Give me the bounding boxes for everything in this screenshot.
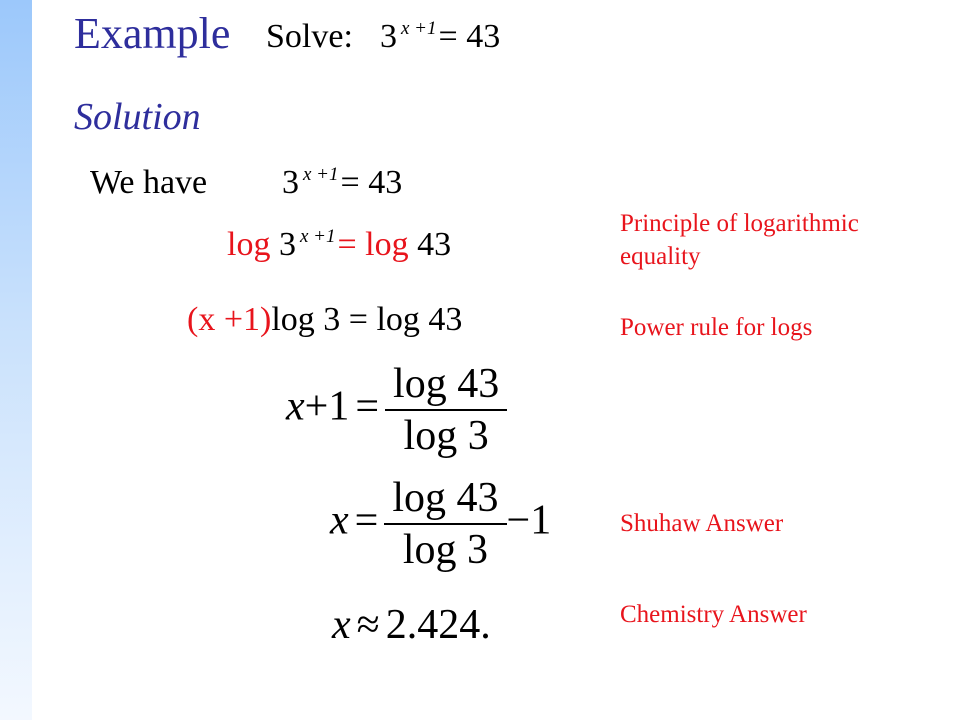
step2-equation: [227, 228, 451, 262]
step1-exponent: x +1: [303, 164, 339, 185]
eq-base: 3: [380, 18, 397, 55]
note-chemistry-answer: Chemistry Answer: [620, 601, 807, 628]
step1-equation: [282, 166, 402, 200]
step2-log-left: log: [227, 226, 271, 263]
step6-approx: ≈: [356, 602, 380, 648]
note-power-rule: Power rule for logs: [620, 314, 813, 341]
step5-tail: −1: [506, 497, 552, 544]
note-shuhaw-answer: Shuhaw Answer: [620, 510, 784, 537]
problem-equation: [380, 20, 500, 54]
note-principle: Principle of logarithmic equality: [620, 210, 859, 270]
step4-equals: =: [355, 383, 380, 430]
step4-equation: [286, 362, 507, 458]
we-have-label: We have: [90, 164, 208, 201]
step6-value: 2.424.: [385, 602, 491, 648]
step6-var: x: [332, 602, 351, 648]
eq-rhs: = 43: [438, 18, 501, 55]
solution-heading: Solution: [74, 96, 201, 138]
step1-base: 3: [282, 164, 299, 201]
step5-var: x: [330, 497, 349, 544]
step5-numerator: log 43: [384, 476, 506, 525]
step3-rest: log 3 = log 43: [271, 301, 463, 338]
eq-exponent: x +1: [401, 18, 437, 39]
step4-denominator: log 3: [403, 413, 489, 460]
step2-equals-log: = log: [337, 226, 409, 263]
step4-var: x: [286, 383, 305, 430]
step2-exponent: x +1: [299, 226, 336, 247]
step5-equals: =: [354, 497, 379, 544]
step3-factor: (x +1): [187, 301, 272, 338]
step2-base: 3: [278, 226, 296, 263]
step5-denominator: log 3: [402, 527, 489, 574]
step4-fraction: [385, 362, 507, 458]
step1-rhs: = 43: [340, 164, 403, 201]
solve-label: Solve:: [266, 18, 353, 55]
step5-equation: [330, 476, 551, 572]
side-gradient-bar: [0, 0, 32, 720]
step4-numerator: log 43: [385, 362, 507, 411]
page-title: Example: [74, 9, 231, 58]
step4-plus-one: +1: [304, 383, 350, 430]
step2-rhs: 43: [417, 226, 452, 263]
step6-equation: [332, 604, 491, 646]
step5-fraction: [384, 476, 506, 572]
step3-equation: [187, 303, 462, 337]
